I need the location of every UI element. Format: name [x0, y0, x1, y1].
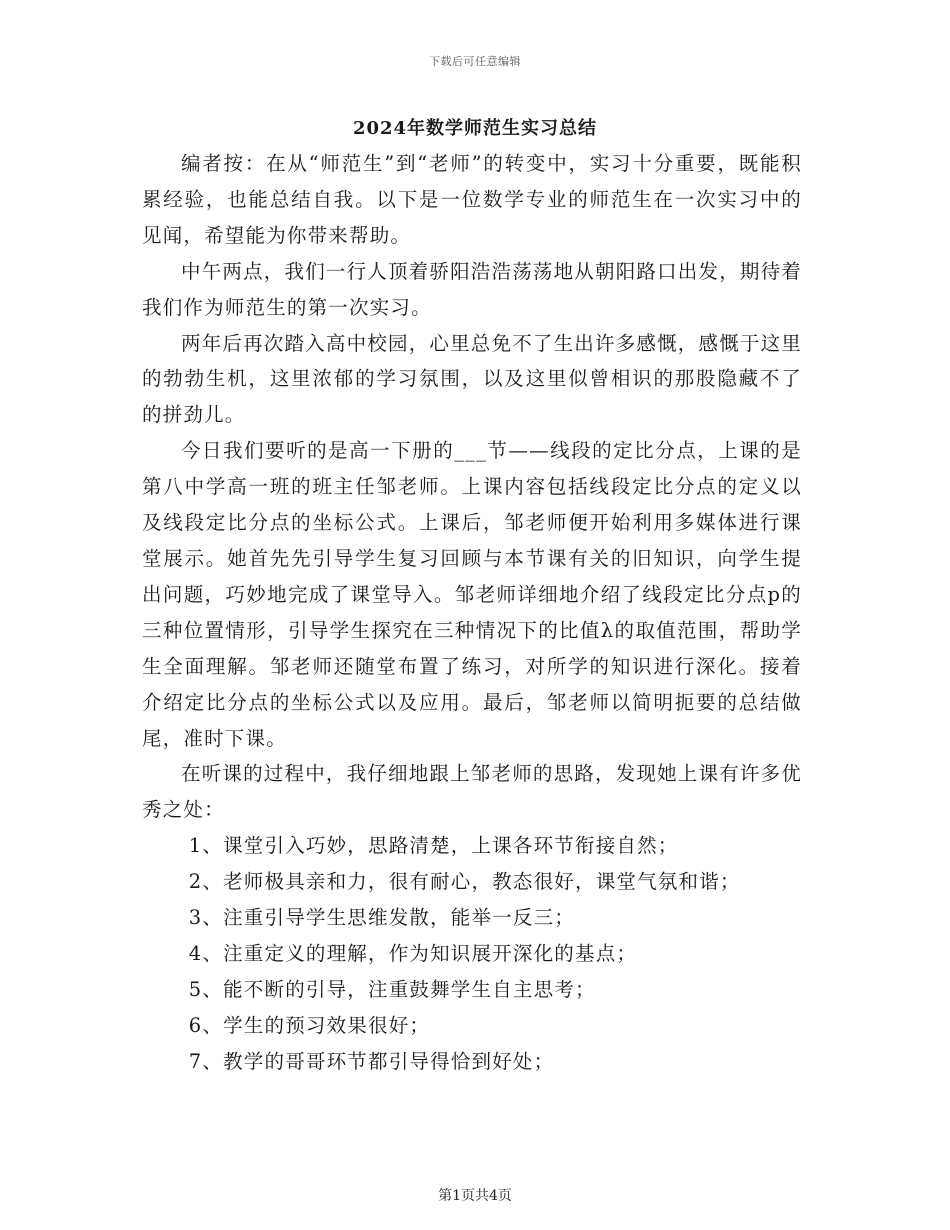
paragraph-editor-note: 编者按：在从“师范生”到“老师”的转变中，实习十分重要，既能积累经验，也能总结自我。以下是一位数学专业的师范生在一次实习中的见闻，希望能为你带来帮助。 — [142, 152, 802, 247]
document-title: 2024年数学师范生实习总结 — [352, 118, 598, 139]
list-item: 7、教学的哥哥环节都引导得恰到好处； — [188, 1049, 555, 1073]
list-item: 1、课堂引入巧妙，思路清楚，上课各环节衔接自然； — [188, 834, 679, 858]
list-item: 6、学生的预习效果很好； — [188, 1013, 431, 1037]
page-header: 下载后可任意编辑 — [429, 55, 521, 68]
list-item: 4、注重定义的理解，作为知识展开深化的基点； — [188, 941, 638, 965]
paragraph-lesson: 今日我们要听的是高一下册的___节——线段的定比分点，上课的是第八中学高一班的班主任邹老师。上课内容包括线段定比分点的定义以及线段定比分点的坐标公式。上课后，邹老师便开始利用多媒体进行课堂展示。她首先先引导学生复习回顾与本节课有关的旧知识，向学生提出问题，巧妙地完成了课堂导入。邹老师详细地介绍了线段定比分点p的三种位置情形，引导学生探究在三种情况下的比值λ的取值范围，帮助学生全面理解。邹老师还随堂布置了练习，对所学的知识进行深化。接着介绍定比分点的坐标公式以及应用。最后，邹老师以简明扼要的总结做尾，准时下课。 — [142, 439, 802, 750]
list-item: 5、能不断的引导，注重鼓舞学生自主思考； — [188, 977, 596, 1001]
list-item: 2、老师极具亲和力，很有耐心，教态很好，课堂气氛和谐； — [188, 870, 741, 894]
document-body — [142, 146, 802, 1080]
page-footer: 第1页共4页 — [438, 1188, 512, 1204]
paragraph-departure: 中午两点，我们一行人顶着骄阳浩浩荡荡地从朝阳路口出发，期待着我们作为师范生的第一次实习。 — [142, 259, 803, 319]
paragraph-observations: 在听课的过程中，我仔细地跟上邹老师的思路，发现她上课有许多优秀之处： — [142, 762, 803, 822]
paragraph-campus: 两年后再次踏入高中校园，心里总免不了生出许多感慨，感慨于这里的勃勃生机，这里浓郁的学习氛围，以及这里似曾相识的那股隐藏不了的拼劲儿。 — [142, 331, 803, 427]
list-item: 3、注重引导学生思维发散，能举一反三； — [188, 906, 576, 930]
